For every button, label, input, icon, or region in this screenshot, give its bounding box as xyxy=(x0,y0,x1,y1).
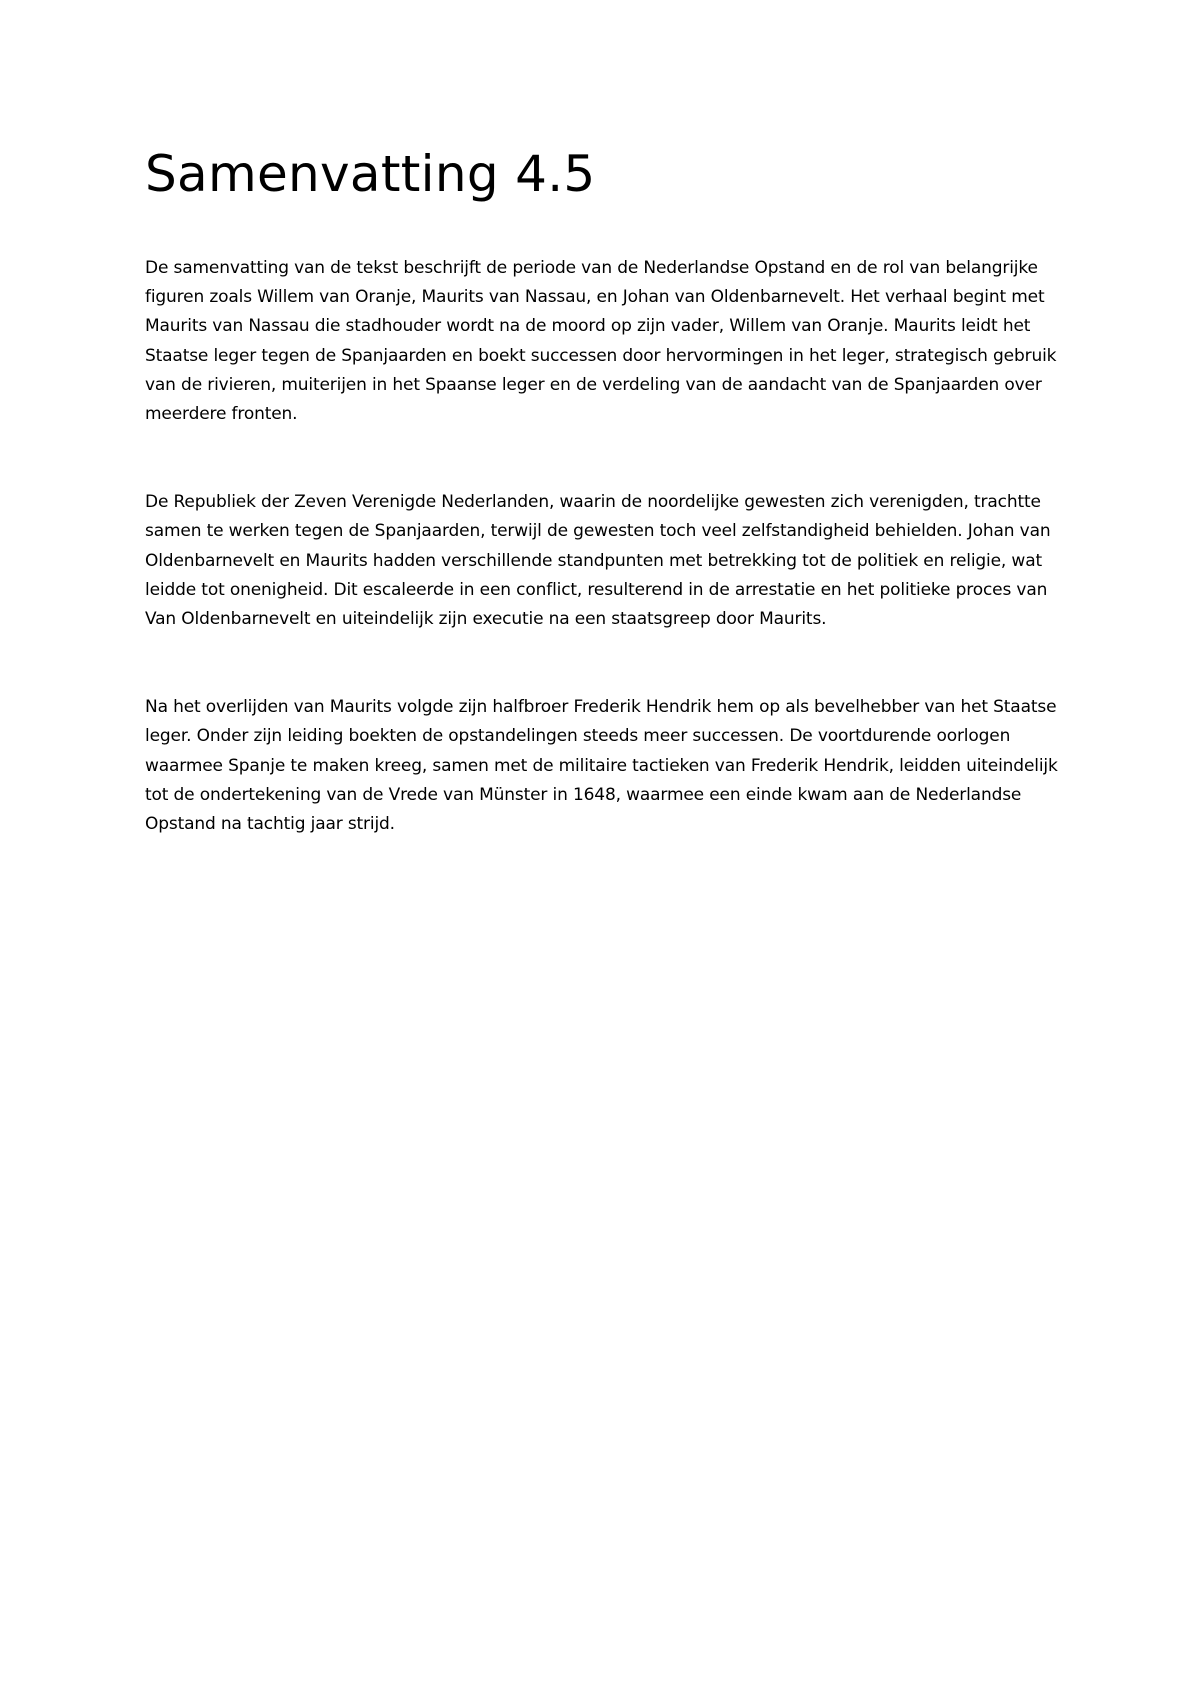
document-title: Samenvatting 4.5 xyxy=(145,145,596,203)
paragraph-2: De Republiek der Zeven Verenigde Nederlanden, waarin de noordelijke gewesten zich verenigden, trachtte samen te werken tegen de Spanjaarden, terwijl de gewesten toch veel zelfstandigheid behielden. Johan van Oldenbarnevelt en Maurits hadden verschillende standpunten met betrekking tot de politiek en religie, wat leidde tot onenigheid. Dit escaleerde in een conflict, resulterend in de arrestatie en het politieke proces van Van Oldenbarnevelt en uiteindelijk zijn executie na een staatsgreep door Maurits. xyxy=(145,492,1051,630)
paragraph-3: Na het overlijden van Maurits volgde zijn halfbroer Frederik Hendrik hem op als bevelhebber van het Staatse leger. Onder zijn leiding boekten de opstandelingen steeds meer successen. De voortdurende oorlogen waarmee Spanje te maken kreeg, samen met de militaire tactieken van Frederik Hendrik, leidden uiteindelijk tot de ondertekening van de Vrede van Münster in 1648, waarmee een einde kwam aan de Nederlandse Opstand na tachtig jaar strijd. xyxy=(145,697,1058,835)
document-page xyxy=(145,140,1060,839)
paragraph-1: De samenvatting van de tekst beschrijft de periode van de Nederlandse Opstand en de rol van belangrijke figuren zoals Willem van Oranje, Maurits van Nassau, en Johan van Oldenbarnevelt. Het verhaal begint met Maurits van Nassau die stadhouder wordt na de moord op zijn vader, Willem van Oranje. Maurits leidt het Staatse leger tegen de Spanjaarden en boekt successen door hervormingen in het leger, strategisch gebruik van de rivieren, muiterijen in het Spaanse leger en de verdeling van de aandacht van de Spanjaarden over meerdere fronten. xyxy=(145,258,1057,425)
